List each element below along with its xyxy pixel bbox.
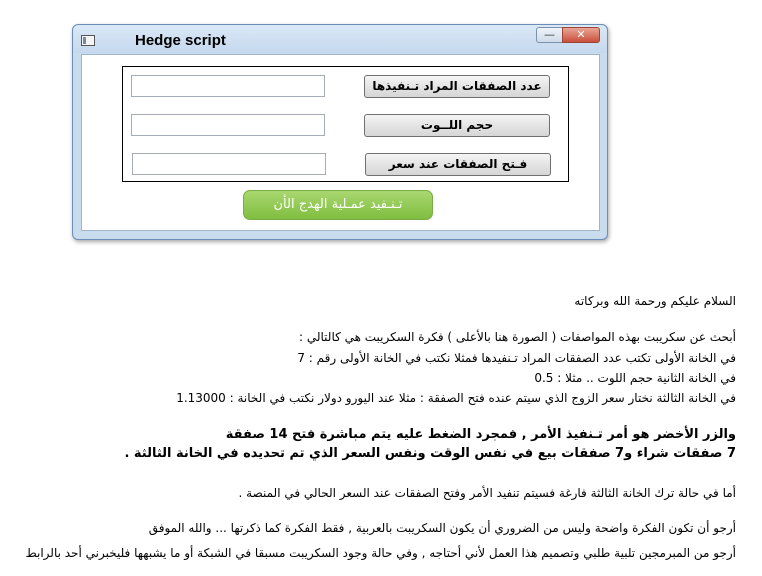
app-window-icon <box>81 35 95 46</box>
window-title: Hedge script <box>135 32 226 49</box>
inputs-panel <box>122 66 569 182</box>
line-third-field: في الخانة الثالثة نختار سعر الزوج الذي سيتم عنده فتح الصفقة : مثلا عند اليورو دولار نكتب في الخانة : 1.13000 <box>176 391 736 405</box>
line-empty-field: أما في حالة ترك الخانة الثالثة فارغة فسيتم تنفيد الأمر وفتح الصفقات عند السعر الحالي في المنصة . <box>238 486 736 500</box>
open-price-input[interactable] <box>132 153 326 175</box>
line-idea-clear: أرجو أن تكون الفكرة واضحة وليس من الضروري أن يكون السكريبت بالعربية , فقط الفكرة كما ذكرتها ... والله الموفق <box>148 521 736 535</box>
lot-size-input[interactable] <box>131 114 325 136</box>
line-green-button: والزر الأخضر هو أمر تـنفيذ الأمر , فمجرد الضغط عليه يتم مباشرة فتح 14 صفقة <box>225 427 736 442</box>
trades-count-button[interactable]: عدد الصفقات المراد تـنفيذها <box>364 75 550 98</box>
hedge-script-window <box>72 24 608 240</box>
execute-hedge-button[interactable]: تـنـفيد عمـلية الهدج الأن <box>243 190 433 220</box>
title-bar[interactable] <box>73 25 607 53</box>
intro-text: أبحث عن سكريبت بهذه المواصفات ( الصورة هنا بالأعلى ) فكرة السكريبت هي كالتالي : <box>299 330 736 344</box>
trades-count-input[interactable] <box>131 75 325 97</box>
close-button[interactable]: ✕ <box>562 27 600 43</box>
greeting-text: السلام عليكم ورحمة الله وبركاته <box>574 294 736 308</box>
line-first-field: في الخانة الأولى تكتب عدد الصفقات المراد تـنفيدها فمثلا نكتب في الخانة الأولى رقم : 7 <box>297 351 736 365</box>
open-price-button[interactable]: فـتح الصفقات عند سعر <box>365 153 551 176</box>
line-buy-sell: 7 صفقات شراء و7 صفقات بيع في نفس الوقت ونفس السعر الذي تم تحديده في الخانة الثالثة . <box>124 446 736 461</box>
lot-size-button[interactable]: حجم اللــوت <box>364 114 550 137</box>
minimize-button[interactable]: — <box>536 27 563 43</box>
window-client-area <box>81 54 600 231</box>
line-second-field: في الخانة الثانية حجم اللوت .. مثلا : 0.5 <box>534 371 736 385</box>
line-request: أرجو من المبرمجين تلبية طلبي وتصميم هذا العمل لأني أحتاجه , وفي حالة وجود السكريبت مسبقا في الشبكة أو ما يشبهها فليخبرني أحد بالرابط <box>25 546 736 560</box>
